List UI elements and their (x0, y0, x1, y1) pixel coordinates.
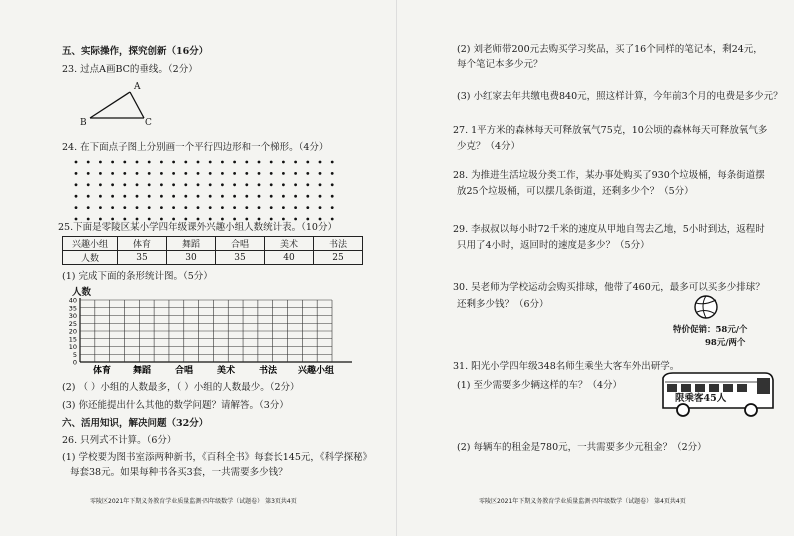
grid-dot (123, 172, 126, 175)
grid-dot (209, 183, 212, 186)
grid-dot (75, 206, 78, 209)
question-26-2-line1: (2) 刘老师带200元去购买学习奖品，买了16个同样的笔记本，剩24元， (457, 44, 763, 55)
grid-dot (209, 206, 212, 209)
grid-dot (123, 218, 126, 221)
grid-dot (245, 218, 248, 221)
bar-chart-grid (60, 296, 360, 376)
price-tag-line2: 98元/两个 (705, 338, 746, 348)
grid-dot (319, 206, 322, 209)
grid-dot (197, 172, 200, 175)
grid-dot (99, 183, 102, 186)
grid-dot (172, 172, 175, 175)
grid-dot (136, 161, 139, 164)
grid-dot (123, 206, 126, 209)
grid-dot (148, 195, 151, 198)
grid-dot (233, 218, 236, 221)
question-31: 31. 阳光小学四年级348名师生乘坐大客车外出研学。 (453, 361, 680, 372)
grid-dot (99, 195, 102, 198)
y-tick-label: 40 (68, 296, 77, 305)
question-25-1: (1) 完成下面的条形统计图。（5分） (62, 271, 213, 282)
y-tick-label: 0 (72, 358, 77, 367)
grid-dot (136, 172, 139, 175)
grid-dot (282, 172, 285, 175)
grid-dot (221, 183, 224, 186)
grid-dot (75, 161, 78, 164)
table-cell: 美术 (265, 237, 314, 251)
grid-dot (184, 161, 187, 164)
grid-dot (331, 161, 334, 164)
grid-dot (123, 195, 126, 198)
grid-dot (331, 195, 334, 198)
grid-dot (172, 206, 175, 209)
grid-dot (306, 218, 309, 221)
question-26-2-line2: 每个笔记本多少元？ (457, 59, 543, 70)
grid-dot (136, 183, 139, 186)
grid-dot (294, 183, 297, 186)
grid-dot (111, 218, 114, 221)
triangle-side-ac (130, 92, 144, 118)
y-tick-label: 25 (68, 319, 77, 328)
grid-dot (197, 195, 200, 198)
grid-dot (99, 172, 102, 175)
table-cell: 舞蹈 (167, 237, 216, 251)
table-cell: 人数 (63, 251, 118, 265)
grid-dot (282, 161, 285, 164)
grid-dot (221, 195, 224, 198)
grid-dot (294, 172, 297, 175)
question-27-line1: 27. 1平方米的森林每天可释放氧气75克，10公顷的森林每天可释放氧气多 (453, 125, 768, 136)
grid-dot (306, 161, 309, 164)
grid-dot (294, 195, 297, 198)
grid-dot (160, 161, 163, 164)
table-cell: 30 (167, 251, 216, 265)
triangle-side-ba (90, 92, 130, 118)
grid-dot (331, 183, 334, 186)
question-28-line1: 28. 为推进生活垃圾分类工作，某办事处购买了930个垃圾桶，每条街道摆 (453, 170, 765, 181)
grid-dot (319, 172, 322, 175)
section-5-title: 五、实际操作，探究创新（16分） (62, 46, 209, 57)
grid-dot (282, 218, 285, 221)
grid-dot (245, 183, 248, 186)
grid-dot (87, 172, 90, 175)
grid-dot (306, 183, 309, 186)
grid-dot (136, 218, 139, 221)
grid-dot (245, 172, 248, 175)
y-tick-label: 30 (68, 312, 77, 320)
question-31-2: (2) 每辆车的租金是780元，一共需要多少元租金？（2分） (457, 442, 707, 453)
grid-dot (209, 218, 212, 221)
triangle-label-b: B (80, 118, 87, 128)
y-tick-label: 15 (68, 335, 77, 344)
grid-dot (111, 195, 114, 198)
grid-dot (99, 161, 102, 164)
grid-dot (136, 195, 139, 198)
grid-dot (197, 183, 200, 186)
grid-dot (160, 172, 163, 175)
grid-dot (258, 172, 261, 175)
grid-dot (282, 206, 285, 209)
grid-dot (306, 195, 309, 198)
grid-dot (270, 183, 273, 186)
grid-dot (123, 183, 126, 186)
x-category-label: 书法 (258, 366, 278, 376)
grid-dot (258, 206, 261, 209)
grid-dot (148, 218, 151, 221)
question-28-line2: 放25个垃圾桶，可以摆几条街道，还剩多少个？（5分） (457, 186, 694, 197)
table-cell: 35 (216, 251, 265, 265)
question-26-1-line1: (1) 学校要为图书室添两种新书，《百科全书》每套长145元，《科学探秘》 (62, 452, 373, 463)
grid-dot (184, 172, 187, 175)
question-23: 23. 过点A画BC的垂线。（2分） (62, 64, 198, 75)
grid-dot (270, 195, 273, 198)
grid-dot (270, 218, 273, 221)
grid-dot (282, 183, 285, 186)
x-category-label: 合唱 (174, 366, 194, 376)
table-cell: 合唱 (216, 237, 265, 251)
grid-dot (123, 161, 126, 164)
grid-dot (197, 206, 200, 209)
question-30-line1: 30. 吴老师为学校运动会购买排球，他带了460元，最多可以买多少排球？ (453, 282, 765, 293)
grid-dot (87, 218, 90, 221)
grid-dot (209, 195, 212, 198)
grid-dot (319, 218, 322, 221)
bus-capacity-label: 限乘客45人 (675, 393, 727, 404)
table-cell: 体育 (118, 237, 167, 251)
y-tick-label: 10 (68, 343, 77, 351)
x-category-label: 舞蹈 (132, 366, 152, 376)
grid-dot (319, 195, 322, 198)
grid-dot (245, 161, 248, 164)
table-cell: 40 (265, 251, 314, 265)
grid-dot (221, 172, 224, 175)
price-tag-line1: 特价促销：58元/个 (673, 325, 748, 335)
grid-dot (172, 161, 175, 164)
right-page (397, 0, 794, 536)
grid-dot (245, 206, 248, 209)
y-tick-label: 20 (68, 327, 77, 336)
x-category-label: 兴趣小组 (297, 366, 335, 376)
grid-dot (221, 206, 224, 209)
stats-table-header-row (63, 237, 363, 251)
grid-dot (148, 161, 151, 164)
grid-dot (87, 206, 90, 209)
grid-dot (258, 195, 261, 198)
grid-dot (331, 206, 334, 209)
grid-dot (136, 206, 139, 209)
grid-dot (233, 161, 236, 164)
grid-dot (111, 206, 114, 209)
grid-dot (75, 172, 78, 175)
triangle-label-a: A (134, 82, 141, 92)
left-footer: 零陵区2021年下期义务教育学业质量监测·四年级数学（试题卷） 第3页共4页 (90, 498, 297, 505)
grid-dot (245, 195, 248, 198)
grid-dot (258, 218, 261, 221)
grid-dot (111, 172, 114, 175)
table-cell: 兴趣小组 (63, 237, 118, 251)
chart-y-label: 人数 (72, 287, 92, 298)
question-29-line1: 29. 李叔叔以每小时72千米的速度从甲地自驾去乙地，5小时到达，返程时 (453, 224, 765, 235)
table-cell: 书法 (314, 237, 363, 251)
grid-dot (111, 183, 114, 186)
grid-dot (87, 195, 90, 198)
grid-dot (160, 218, 163, 221)
triangle-label-c: C (145, 118, 152, 128)
question-26: 26. 只列式不计算。（6分） (62, 435, 177, 446)
x-category-label: 美术 (216, 366, 236, 376)
grid-dot (270, 172, 273, 175)
question-26-3: (3) 小红家去年共缴电费840元，照这样计算，今年前3个月的电费是多少元？ (457, 91, 783, 102)
volleyball-icon (693, 294, 719, 320)
grid-dot (75, 195, 78, 198)
grid-dot (197, 218, 200, 221)
grid-dot (209, 161, 212, 164)
right-footer: 零陵区2021年下期义务教育学业质量监测·四年级数学（试题卷） 第4页共4页 (479, 498, 686, 505)
question-27-line2: 少克？（4分） (457, 141, 521, 152)
grid-dot (99, 206, 102, 209)
grid-dot (270, 161, 273, 164)
grid-dot (184, 206, 187, 209)
grid-dot (294, 218, 297, 221)
grid-dot (233, 195, 236, 198)
grid-dot (294, 161, 297, 164)
grid-dot (148, 183, 151, 186)
x-category-label: 体育 (92, 366, 112, 376)
question-25-2: (2) （ ）小组的人数最多，（ ）小组的人数最少。（2分） (62, 382, 300, 393)
grid-dot (331, 218, 334, 221)
grid-dot (233, 172, 236, 175)
table-cell: 25 (314, 251, 363, 265)
grid-dot (184, 183, 187, 186)
grid-dot (111, 161, 114, 164)
grid-dot (331, 172, 334, 175)
grid-dot (87, 161, 90, 164)
question-29-line2: 只用了4小时，返回时的速度是多少？（5分） (457, 240, 650, 251)
grid-dot (148, 172, 151, 175)
y-tick-label: 35 (68, 304, 77, 313)
question-25-3: (3) 你还能提出什么其他的数学问题？请解答。（3分） (62, 400, 289, 411)
stats-table (62, 236, 363, 265)
y-tick-label: 5 (72, 350, 77, 359)
grid-dot (148, 206, 151, 209)
grid-dot (172, 195, 175, 198)
grid-dot (87, 183, 90, 186)
grid-dot (184, 218, 187, 221)
stats-table-data-row (63, 251, 363, 265)
grid-dot (172, 218, 175, 221)
grid-dot (282, 195, 285, 198)
grid-dot (306, 206, 309, 209)
question-31-1: (1) 至少需要多少辆这样的车？（4分） (457, 380, 623, 391)
grid-dot (99, 218, 102, 221)
grid-dot (258, 161, 261, 164)
grid-dot (75, 218, 78, 221)
grid-dot (160, 183, 163, 186)
grid-dot (197, 161, 200, 164)
question-25: 25.下面是零陵区某小学四年级课外兴趣小组人数统计表。（10分） (58, 222, 337, 233)
grid-dot (184, 195, 187, 198)
grid-dot (160, 195, 163, 198)
grid-dot (209, 172, 212, 175)
table-cell: 35 (118, 251, 167, 265)
grid-dot (233, 206, 236, 209)
grid-dot (306, 172, 309, 175)
grid-dot (319, 161, 322, 164)
question-24: 24. 在下面点子图上分别画一个平行四边形和一个梯形。（4分） (62, 142, 329, 153)
grid-dot (233, 183, 236, 186)
grid-dot (258, 183, 261, 186)
grid-dot (221, 161, 224, 164)
question-26-1-line2: 每套38元。如果每种书各买3套，一共需要多少钱？ (70, 467, 288, 478)
section-6-title: 六、活用知识，解决问题（32分） (62, 418, 209, 429)
question-30-line2: 还剩多少钱？（6分） (457, 299, 549, 310)
dot-grid (72, 158, 344, 224)
grid-dot (270, 206, 273, 209)
grid-dot (75, 183, 78, 186)
grid-dot (319, 183, 322, 186)
grid-dot (221, 218, 224, 221)
grid-dot (160, 206, 163, 209)
grid-dot (294, 206, 297, 209)
grid-dot (172, 183, 175, 186)
